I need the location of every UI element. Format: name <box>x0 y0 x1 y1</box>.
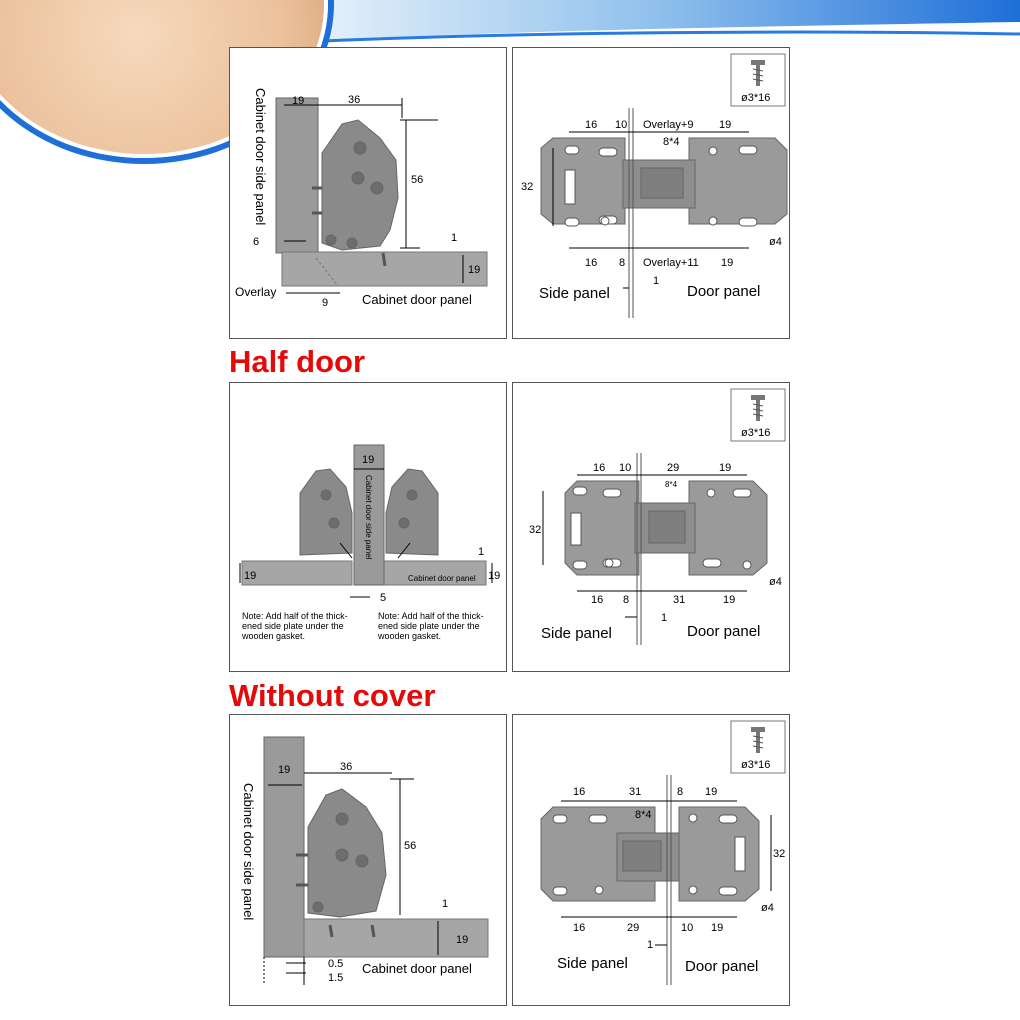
door-panel-label: Cabinet door panel <box>362 961 472 976</box>
dim-top-29: 29 <box>667 462 680 474</box>
dim-top-31: 31 <box>629 786 642 798</box>
dim-56: 56 <box>411 174 424 186</box>
dim-36: 36 <box>340 761 353 773</box>
dim-bot-19: 19 <box>723 594 736 606</box>
dim-top-16: 16 <box>593 462 606 474</box>
hole-label: ø4 <box>769 576 782 588</box>
screw-spec: ø3*16 <box>741 92 771 104</box>
note-left: Note: Add half of the thick- ened side plate under the wooden gasket. <box>242 611 348 641</box>
dim-5: 5 <box>380 592 387 604</box>
side-panel-label: Side panel <box>557 955 628 972</box>
dim-top-19: 19 <box>719 462 732 474</box>
right-hinge-shape <box>386 469 438 555</box>
left-hinge-shape <box>300 469 352 555</box>
dim-bot-31: 31 <box>673 594 686 606</box>
full-cover-plan-view-panel <box>512 47 790 339</box>
dim-top-8: 8 <box>677 786 684 798</box>
dim-bot-10: 10 <box>681 922 694 934</box>
dim-top-overlay: Overlay+9 <box>643 119 694 131</box>
dim-top-16: 16 <box>585 119 598 131</box>
slot-label: 8*4 <box>663 136 680 148</box>
without-cover-side-view-panel <box>229 714 507 1006</box>
section-title-without-cover: Without cover <box>229 678 436 713</box>
dim-32: 32 <box>529 524 542 536</box>
dim-9: 9 <box>322 297 329 309</box>
dim-1-5: 1.5 <box>328 972 344 984</box>
dim-19: 19 <box>362 454 375 466</box>
dim-19-right: 19 <box>488 570 501 582</box>
vertical-side-label: Cabinet door side panel <box>241 783 256 921</box>
dim-top-10: 10 <box>615 119 628 131</box>
dim-bot-8: 8 <box>619 257 626 269</box>
vertical-side-label: Cabinet door side panel <box>253 88 268 226</box>
dim-36: 36 <box>348 94 361 106</box>
dim-56: 56 <box>404 840 417 852</box>
dim-19-door: 19 <box>468 264 481 276</box>
dim-bot-overlay: Overlay+11 <box>643 257 699 269</box>
section-title-half-door: Half door <box>229 344 366 379</box>
dim-top-19: 19 <box>705 786 718 798</box>
door-panel-label: Door panel <box>687 623 761 640</box>
note-right: Note: Add half of the thick- ened side plate under the wooden gasket. <box>378 611 484 641</box>
cabinet-side-panel <box>276 98 318 253</box>
dim-bot-16: 16 <box>591 594 604 606</box>
dim-19-door: 19 <box>456 934 469 946</box>
overlay-label: Overlay <box>235 285 277 299</box>
dim-top-16: 16 <box>573 786 586 798</box>
side-panel-label: Side panel <box>539 285 610 302</box>
dim-6: 6 <box>253 236 260 248</box>
dim-1: 1 <box>442 898 449 910</box>
door-mount-plate <box>689 481 767 575</box>
door-panel-label: Door panel <box>685 958 759 975</box>
dim-bot-29: 29 <box>627 922 640 934</box>
side-panel-label: Side panel <box>541 625 612 642</box>
dim-top-10: 10 <box>619 462 632 474</box>
without-cover-plan-view-panel <box>512 714 790 1006</box>
dim-1: 1 <box>451 232 458 244</box>
hinge-shape <box>296 789 386 937</box>
dim-32: 32 <box>773 848 786 860</box>
dim-32: 32 <box>521 181 534 193</box>
dim-19: 19 <box>292 95 305 107</box>
door-panel-label: Cabinet door panel <box>362 292 472 307</box>
dim-top-19: 19 <box>719 119 732 131</box>
half-door-side-view-panel <box>229 382 507 672</box>
slot-label: 8*4 <box>665 480 678 489</box>
dim-bot-16: 16 <box>585 257 598 269</box>
door-panel-label: Cabinet door panel <box>408 574 476 583</box>
dim-gap-1: 1 <box>661 612 668 624</box>
hole-label: ø4 <box>769 236 782 248</box>
dim-gap-1: 1 <box>647 939 654 951</box>
screw-spec: ø3*16 <box>741 759 771 771</box>
hole-label: ø4 <box>761 902 774 914</box>
dim-19: 19 <box>278 764 291 776</box>
center-vertical-label: Cabinet door side panel <box>364 475 373 560</box>
dim-gap-1: 1 <box>653 275 660 287</box>
slot-label: 8*4 <box>635 809 652 821</box>
door-mount-plate <box>689 138 787 224</box>
dim-bot-8: 8 <box>623 594 630 606</box>
dim-bot-19: 19 <box>721 257 734 269</box>
hinge-shape <box>312 120 398 266</box>
door-panel-label: Door panel <box>687 283 761 300</box>
half-door-plan-view-panel <box>512 382 790 672</box>
dim-bot-16: 16 <box>573 922 586 934</box>
dim-19-left: 19 <box>244 570 257 582</box>
left-door-panel <box>242 561 352 585</box>
dim-0-5: 0.5 <box>328 958 344 970</box>
dim-1: 1 <box>478 546 485 558</box>
screw-spec: ø3*16 <box>741 427 771 439</box>
dim-bot-19: 19 <box>711 922 724 934</box>
full-cover-side-view-panel <box>229 47 507 339</box>
